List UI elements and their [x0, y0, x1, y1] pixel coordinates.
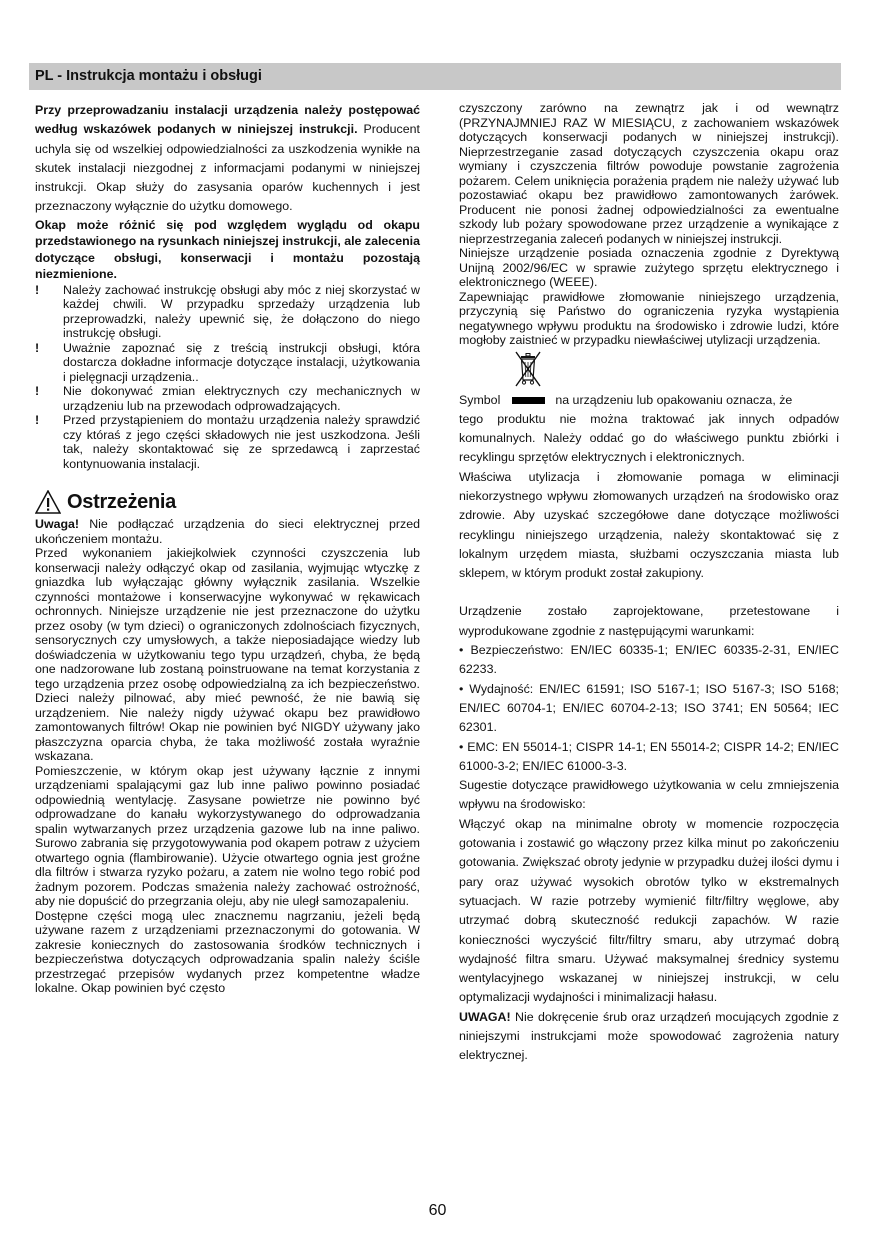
standard-safety: • Bezpieczeństwo: EN/IEC 60335-1; EN/IEC 60335-2-31, EN/IEC 62233. [459, 643, 839, 677]
eco-suggestions: Włączyć okap na minimalne obroty w momencie rozpoczęcia gotowania i zostawić go włączony przez kilka minut po zakończeniu gotowania. Zwiększać obroty jedynie w przypadku dużej ilości dymu i pary oraz używać wysokich obrotów tylko w ekstremalnych sytuacjach. W razie potrzeby wymienić filtr/filtry węglowe, aby utrzymać dobrą skuteczność redukcji zapachów. W razie konieczności wyczyścić filtr/filtry smaru, aby utrzymać dobrą wydajność filtra smaru. Używać maksymalnej średnicy systemu wentylacyjnego wskazanej w niniejszej instrukcji, w celu optymalizacji wydajności i minimalizacji hałasu. [459, 816, 839, 1005]
standard-performance: • Wydajność: EN/IEC 61591; ISO 5167-1; ISO 5167-3; ISO 5168; EN/IEC 60704-1; EN/IEC 60704-2-13; ISO 3741; EN 50564; IEC 62301. [459, 681, 839, 735]
exclamation-icon: ! [35, 340, 40, 355]
cleaning-paragraph: czyszczony zarówno na zewnątrz jak i od wewnątrz (PRZYNAJMNIEJ RAZ W MIESIĄCU, z zachowaniem wskazówek dotyczących konserwacji podanych w niniejszej instrukcji). Nieprzestrzeganie zasad dotyczących czyszczenia okapu oraz wymiany i czyszczenia filtrów powoduje powstanie zagrożenia pożarem. Celem uniknięcia porażenia prądem nie należy używać lub pozostawiać okapu bez prawidłowo zamontowanych żarówek. Producent nie ponosi żadnej odpowiedzialności za ewentualne szkody lub pożary spowodowane przez urządzenie a wynikające z nieprzestrzegania zaleceń podanych w niniejszej instrukcji. [459, 101, 839, 246]
bullet-item: ! Nie dokonywać zmian elektrycznych czy mechanicznych w urządzeniu lub na przewodach odprowadzających. [35, 384, 420, 413]
final-warning: UWAGA! Nie dokręcenie śrub oraz urządzeń mocujących zgodnie z niniejszymi instrukcjami może spowodować zagrożenia natury elektrycznej. [459, 1009, 839, 1063]
weee-paragraph: Niniejsze urządzenie posiada oznaczenia zgodnie z Dyrektywą Unijną 2002/96/EC w sprawie zużytego sprzętu elektrycznego i elektronicznego (WEEE). [459, 246, 839, 289]
page-number: 60 [428, 1202, 447, 1219]
section-header [29, 63, 841, 90]
weee-symbol-wrap [459, 349, 839, 391]
intro-paragraph: Przy przeprowadzaniu instalacji urządzenia należy postępować według wskazówek podanych w niniejszej instrukcji. Producent uchyla się od wszelkiej odpowiedzialności za uszkodzenia wynikłe na skutek instalacji niezgodnej z informacjami podanymi w niniejszej instrukcji. Okap służy do zasysania oparów kuchennych i jest przeznaczony wyłącznie do użytku domowego. [35, 103, 420, 214]
warning-triangle-icon [35, 490, 61, 514]
exclamation-icon: ! [35, 384, 40, 399]
eco-suggestions-heading: Sugestie dotyczące prawidłowego użytkowania w celu zmniejszenia wpływu na środowisko: [459, 778, 839, 812]
black-bar-icon [512, 397, 545, 404]
compliance-paragraph: Urządzenie zostało zaprojektowane, przetestowane i wyprodukowane zgodnie z następującymi warunkami: [459, 604, 839, 638]
exclamation-icon: ! [35, 413, 40, 428]
symbol-line: Symbol na urządzeniu lub opakowaniu oznacza, że [459, 392, 793, 407]
symbol-explanation: tego produktu nie można traktować jak innych odpadów komunalnych. Należy oddać go do właściwego punktu zbiórki i recyklingu sprzętów elektrycznych i elektronicznych. [459, 411, 839, 465]
recycling-paragraph: Właściwa utylizacja i złomowanie pomaga w eliminacji niekorzystnego wpływu złomowanych urządzeń na środowisko oraz zdrowie. Aby uzyskać szczegółowe dane dotyczące możliwości recyklingu niniejszego urządzenia, należy skontaktować się z lokalnym urzędem miasta, służbami oczyszczania miasta lub sklepem, w którym produkt został zakupiony. [459, 469, 839, 581]
disposal-paragraph: Zapewniając prawidłowe złomowanie niniejszego urządzenia, przyczynią się Państwo do ograniczenia ryzyka wystąpienia negatywnego wpływu produktu na środowisko i zdrowie ludzi, które mogłoby zaistnieć w przypadku niewłaściwej utylizacji urządzenia. [459, 289, 839, 347]
warnings-title: Ostrzeżenia [67, 491, 176, 514]
left-column [35, 101, 420, 996]
exclamation-icon: ! [35, 282, 40, 297]
standard-emc: • EMC: EN 55014-1; CISPR 14-1; EN 55014-2; CISPR 14-2; EN/IEC 61000-3-2; EN/IEC 61000-3-3. [459, 739, 839, 773]
page-title: PL - Instrukcja montażu i obsługi [35, 68, 262, 84]
warnings-heading [35, 490, 420, 514]
safety-paragraph: Przed wykonaniem jakiejkolwiek czynności czyszczenia lub konserwacji należy odłączyć okap od zasilania, wyjmując wtyczkę z gniazdka lub wyłączając główny wyłącznik zasilania. Wszelkie czynności montażowe i konserwacyjne wykonywać w rękawicach ochronnych. Niniejsze urządzenie nie jest przeznaczone do użytku przez osoby (w tym dzieci) o ograniczonych zdolnościach fizycznych, sensorycznych czy umysłowych, a także nieposiadające wiedzy lub doświadczenia w użytkowaniu tego typu urządzeń, chyba, że będą one nadzorowane lub zostaną poinstruowane na temat korzystania z tego urządzenia przez osobę odpowiedzialną za ich bezpieczeństwo. Dzieci należy pilnować, aby mieć pewność, że nie bawią się urządzeniem. Nie należy nigdy używać okapu bez prawidłowo zamontowanych filtrów! Okap nie powinien być NIGDY używany jako płaszczyzna oparcia chyba, że taka możliwość została wyraźnie wskazana. [35, 546, 420, 764]
warning-paragraph: Uwaga! Nie podłączać urządzenia do sieci elektrycznej przed ukończeniem montażu. [35, 517, 420, 546]
bullet-item: ! Uważnie zapoznać się z treścią instrukcji obsługi, która dostarcza dokładne informacje dotyczące instalacji, użytkowania i pielęgnacji urządzenia.. [35, 340, 420, 384]
appearance-note: Okap może różnić się pod względem wyglądu od okapu przedstawionego na rysunkach niniejszej instrukcji, ale zalecenia dotyczące obsługi, konserwacji i montażu pozostają niezmienione. [35, 217, 420, 282]
bullet-item: ! Przed przystąpieniem do montażu urządzenia należy sprawdzić czy któraś z jego części składowych nie jest uszkodzona. Jeśli tak, należy skontaktować się ze sprzedawcą i zaprzestać kontynuowania instalacji. [35, 413, 420, 471]
right-column [459, 101, 839, 1066]
technical-paragraph: Dostępne części mogą ulec znacznemu nagrzaniu, jeżeli będą używane razem z urządzeniami przeznaczonymi do gotowania. W zakresie koniecznych do zastosowania środków technicznych i bezpieczeństwa dotyczących odprowadzania spalin należy ściśle przestrzegać przepisów wydanych przez kompetentne władze lokalne. Okap powinien być często [35, 908, 420, 996]
crossed-bin-icon [511, 349, 545, 389]
ventilation-paragraph: Pomieszczenie, w którym okap jest używany łącznie z innymi urządzeniami spalającymi gaz lub inne paliwo powinno posiadać odpowiednią wentylację. Zasysane powietrze nie powinno być odprowadzane do kanału wykorzystywanego do odprowadzania spalin wytwarzanych przez urządzenia gazowe lub na inne paliwo. Surowo zabrania się przygotowywania pod okapem potraw z użyciem otwartego ognia (flambirowanie). Użycie otwartego ognia jest groźne dla filtrów i stwarza ryzyko pożaru, a zatem nie wolno tego robić pod żadnym pozorem. Podczas smażenia należy zachować ostrożność, aby nie dopuścić do przegrzania oleju, aby nie uległ samozapaleniu. [35, 763, 420, 909]
bullet-item: ! Należy zachować instrukcję obsługi aby móc z niej skorzystać w każdej chwili. W przypadku sprzedaży urządzenia lub przeprowadzki, należy upewnić się, że dołączono do niego instrukcję obsługi. [35, 282, 420, 341]
